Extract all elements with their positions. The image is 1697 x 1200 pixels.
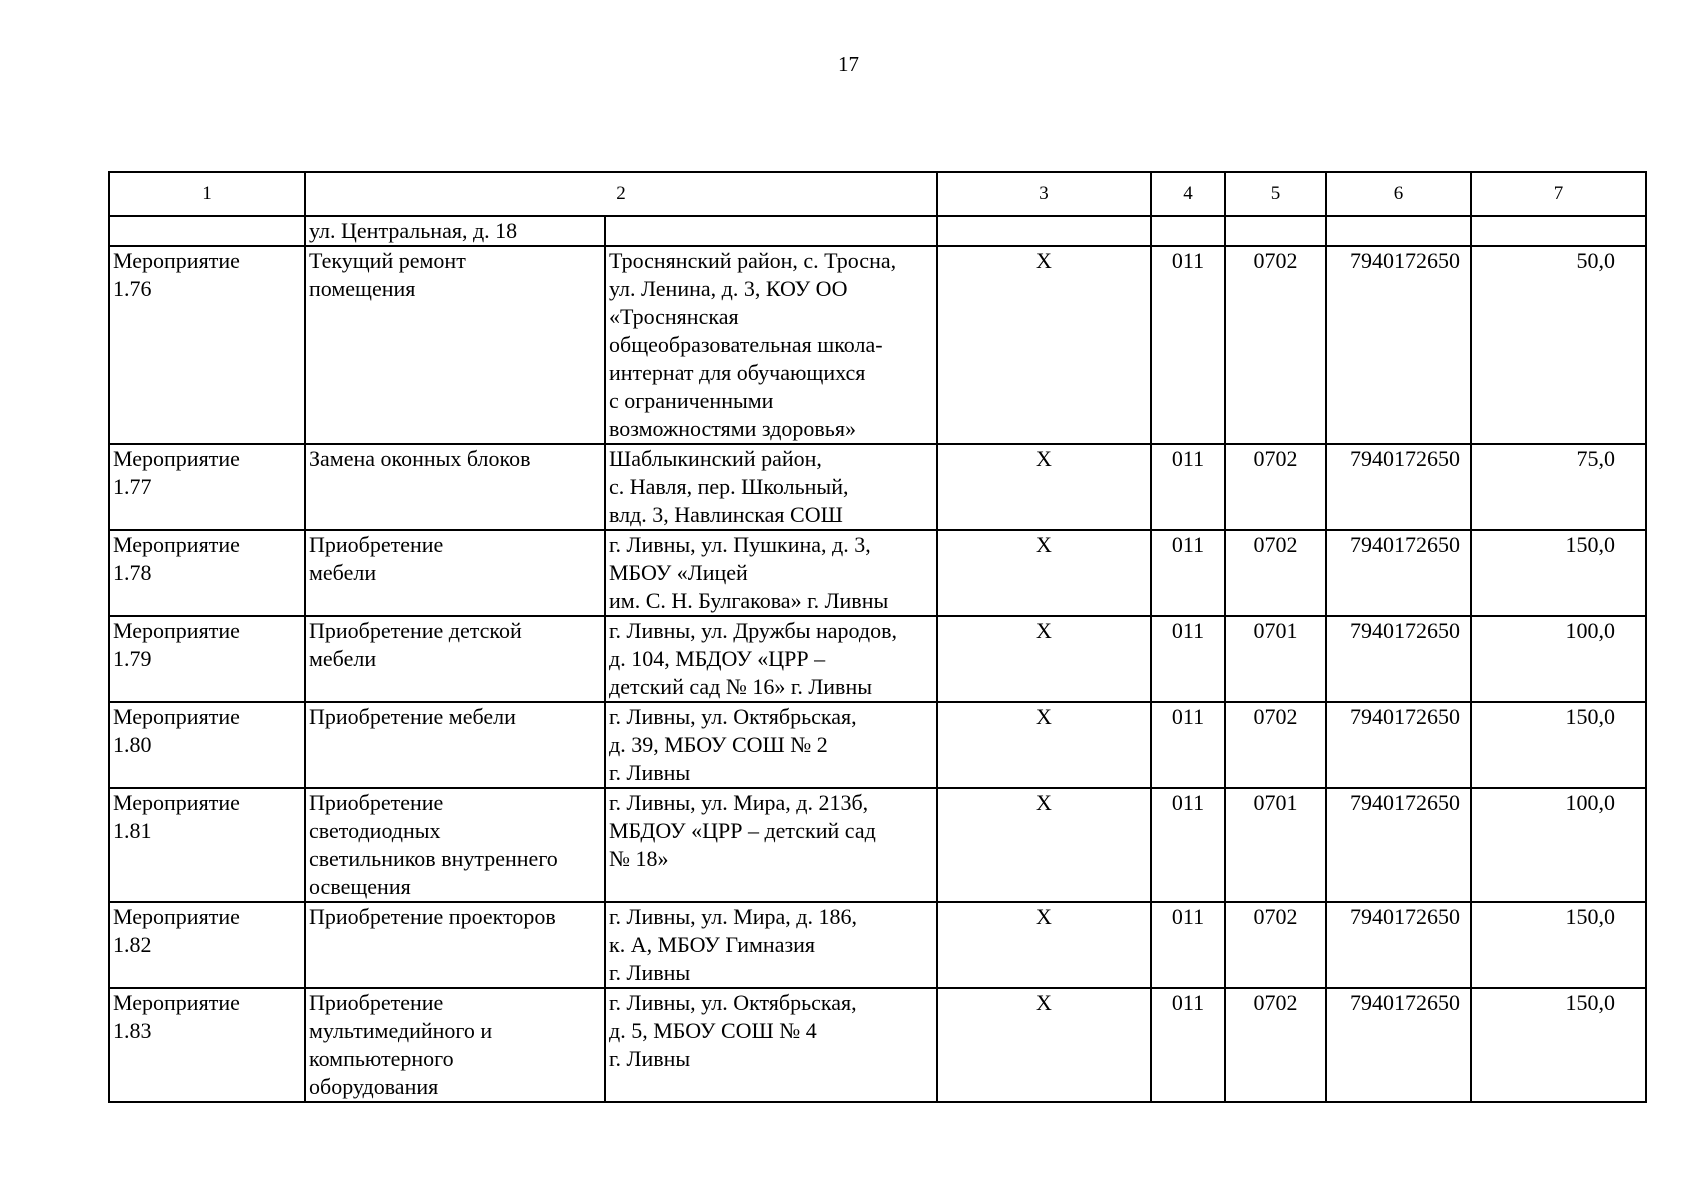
cell-line: г. Ливны, ул. Октябрьская, (609, 704, 857, 729)
table-row (109, 902, 1646, 988)
table-cell (305, 616, 605, 702)
cell-line: детский сад № 16» г. Ливны (609, 674, 873, 699)
cell-line: Мероприятие (113, 532, 240, 557)
code-cell: 011 (1151, 246, 1225, 444)
cell-line: 1.82 (113, 932, 152, 957)
code-cell: 0702 (1225, 988, 1326, 1102)
cell-line: д. 39, МБОУ СОШ № 2 (609, 732, 828, 757)
cell-line: мебели (309, 646, 377, 671)
table-cell (605, 246, 937, 444)
table-cell (305, 216, 605, 246)
amount-cell: 100,0 (1471, 788, 1646, 902)
header-cell: 2 (305, 172, 937, 216)
cell-line: Мероприятие (113, 904, 240, 929)
cell-line: Мероприятие (113, 446, 240, 471)
code-cell: 0702 (1225, 530, 1326, 616)
marker-cell: Х (937, 530, 1151, 616)
continuation-row (109, 216, 1646, 246)
code-cell: 0701 (1225, 788, 1326, 902)
cell-line: ул. Ленина, д. 3, КОУ ОО (609, 276, 848, 301)
cell-line: освещения (309, 874, 411, 899)
cell-line: г. Ливны, ул. Октябрьская, (609, 990, 857, 1015)
table-cell (1471, 216, 1646, 246)
amount-cell: 50,0 (1471, 246, 1646, 444)
cell-line: Приобретение (309, 532, 444, 557)
cell-line: мультимедийного и (309, 1018, 493, 1043)
cell-line: Приобретение (309, 790, 444, 815)
header-row (109, 172, 1646, 216)
table-cell (109, 530, 305, 616)
table-row (109, 616, 1646, 702)
table-cell (605, 902, 937, 988)
table-cell (1225, 216, 1326, 246)
table-cell (605, 216, 937, 246)
header-cell: 6 (1326, 172, 1471, 216)
amount-cell: 100,0 (1471, 616, 1646, 702)
cell-line: Троснянский район, с. Тросна, (609, 248, 897, 273)
table-cell (605, 988, 937, 1102)
table-cell (305, 702, 605, 788)
table-cell (109, 702, 305, 788)
cell-line: МБОУ «Лицей (609, 560, 748, 585)
cell-line: «Троснянская (609, 304, 739, 329)
table-cell (305, 444, 605, 530)
cell-line: Мероприятие (113, 990, 240, 1015)
code-cell: 0701 (1225, 616, 1326, 702)
table-row (109, 530, 1646, 616)
table-row (109, 444, 1646, 530)
cell-line: ул. Центральная, д. 18 (309, 218, 518, 243)
cell-line: д. 104, МБДОУ «ЦРР – (609, 646, 826, 671)
code-cell: 7940172650 (1326, 702, 1471, 788)
cell-line: мебели (309, 560, 377, 585)
table-cell (305, 788, 605, 902)
header-cell: 4 (1151, 172, 1225, 216)
table-cell (109, 444, 305, 530)
cell-line: г. Ливны (609, 760, 691, 785)
cell-line: Приобретение мебели (309, 704, 516, 729)
cell-line: им. С. Н. Булгакова» г. Ливны (609, 588, 889, 613)
cell-line: с. Навля, пер. Школьный, (609, 474, 849, 499)
cell-line: г. Ливны, ул. Пушкина, д. 3, (609, 532, 871, 557)
cell-line: 1.81 (113, 818, 152, 843)
marker-cell: Х (937, 444, 1151, 530)
measures-table (108, 171, 1647, 1103)
cell-line: Мероприятие (113, 704, 240, 729)
code-cell: 011 (1151, 902, 1225, 988)
code-cell: 011 (1151, 530, 1225, 616)
table-row (109, 788, 1646, 902)
amount-cell: 150,0 (1471, 702, 1646, 788)
cell-line: светодиодных (309, 818, 441, 843)
cell-line: возможностями здоровья» (609, 416, 856, 441)
amount-cell: 150,0 (1471, 530, 1646, 616)
table-cell (305, 902, 605, 988)
cell-line: г. Ливны (609, 960, 691, 985)
table-cell (605, 530, 937, 616)
cell-line: г. Ливны, ул. Мира, д. 186, (609, 904, 857, 929)
header-cell: 1 (109, 172, 305, 216)
marker-cell: Х (937, 788, 1151, 902)
code-cell: 011 (1151, 616, 1225, 702)
table-cell (605, 788, 937, 902)
cell-line: влд. 3, Навлинская СОШ (609, 502, 843, 527)
cell-line: Приобретение проекторов (309, 904, 556, 929)
code-cell: 011 (1151, 988, 1225, 1102)
cell-line: 1.80 (113, 732, 152, 757)
cell-line: Приобретение детской (309, 618, 522, 643)
code-cell: 0702 (1225, 246, 1326, 444)
cell-line: Мероприятие (113, 618, 240, 643)
cell-line: интернат для обучающихся (609, 360, 866, 385)
table-cell (605, 616, 937, 702)
cell-line: 1.83 (113, 1018, 152, 1043)
table-row (109, 988, 1646, 1102)
code-cell: 7940172650 (1326, 616, 1471, 702)
code-cell: 0702 (1225, 702, 1326, 788)
header-cell: 7 (1471, 172, 1646, 216)
table-row (109, 702, 1646, 788)
code-cell: 0702 (1225, 444, 1326, 530)
cell-line: 1.76 (113, 276, 152, 301)
marker-cell: Х (937, 902, 1151, 988)
cell-line: г. Ливны, ул. Мира, д. 213б, (609, 790, 869, 815)
table-cell (109, 988, 305, 1102)
page-number: 17 (838, 52, 859, 76)
cell-line: г. Ливны, ул. Дружбы народов, (609, 618, 897, 643)
table-cell (109, 616, 305, 702)
cell-line: Мероприятие (113, 790, 240, 815)
cell-line: Приобретение (309, 990, 444, 1015)
table-cell (109, 902, 305, 988)
table-cell (305, 530, 605, 616)
cell-line: с ограниченными (609, 388, 774, 413)
amount-cell: 150,0 (1471, 902, 1646, 988)
code-cell: 7940172650 (1326, 902, 1471, 988)
cell-line: светильников внутреннего (309, 846, 558, 871)
code-cell: 7940172650 (1326, 988, 1471, 1102)
amount-cell: 75,0 (1471, 444, 1646, 530)
cell-line: г. Ливны (609, 1046, 691, 1071)
table-row (109, 246, 1646, 444)
cell-line: № 18» (609, 846, 669, 871)
code-cell: 011 (1151, 702, 1225, 788)
marker-cell: Х (937, 988, 1151, 1102)
table-cell (109, 788, 305, 902)
table-cell (305, 988, 605, 1102)
cell-line: МБДОУ «ЦРР – детский сад (609, 818, 876, 843)
cell-line: оборудования (309, 1074, 439, 1099)
cell-line: 1.79 (113, 646, 152, 671)
cell-line: общеобразовательная школа- (609, 332, 883, 357)
marker-cell: Х (937, 702, 1151, 788)
cell-line: 1.77 (113, 474, 152, 499)
cell-line: 1.78 (113, 560, 152, 585)
code-cell: 7940172650 (1326, 788, 1471, 902)
table-cell (605, 702, 937, 788)
marker-cell: Х (937, 246, 1151, 444)
table-cell (1326, 216, 1471, 246)
cell-line: д. 5, МБОУ СОШ № 4 (609, 1018, 817, 1043)
cell-line: помещения (309, 276, 416, 301)
header-cell: 3 (937, 172, 1151, 216)
code-cell: 011 (1151, 788, 1225, 902)
table-cell (109, 246, 305, 444)
table-cell (109, 216, 305, 246)
marker-cell: Х (937, 616, 1151, 702)
cell-line: Текущий ремонт (309, 248, 466, 273)
code-cell: 0702 (1225, 902, 1326, 988)
cell-line: компьютерного (309, 1046, 454, 1071)
cell-line: Замена оконных блоков (309, 446, 531, 471)
cell-line: к. А, МБОУ Гимназия (609, 932, 816, 957)
cell-line: Мероприятие (113, 248, 240, 273)
measures-rows (109, 246, 1646, 1102)
table-cell (937, 216, 1151, 246)
code-cell: 7940172650 (1326, 246, 1471, 444)
code-cell: 7940172650 (1326, 444, 1471, 530)
table-cell (305, 246, 605, 444)
header-cell: 5 (1225, 172, 1326, 216)
table-cell (1151, 216, 1225, 246)
table-cell (605, 444, 937, 530)
code-cell: 7940172650 (1326, 530, 1471, 616)
amount-cell: 150,0 (1471, 988, 1646, 1102)
code-cell: 011 (1151, 444, 1225, 530)
cell-line: Шаблыкинский район, (609, 446, 822, 471)
